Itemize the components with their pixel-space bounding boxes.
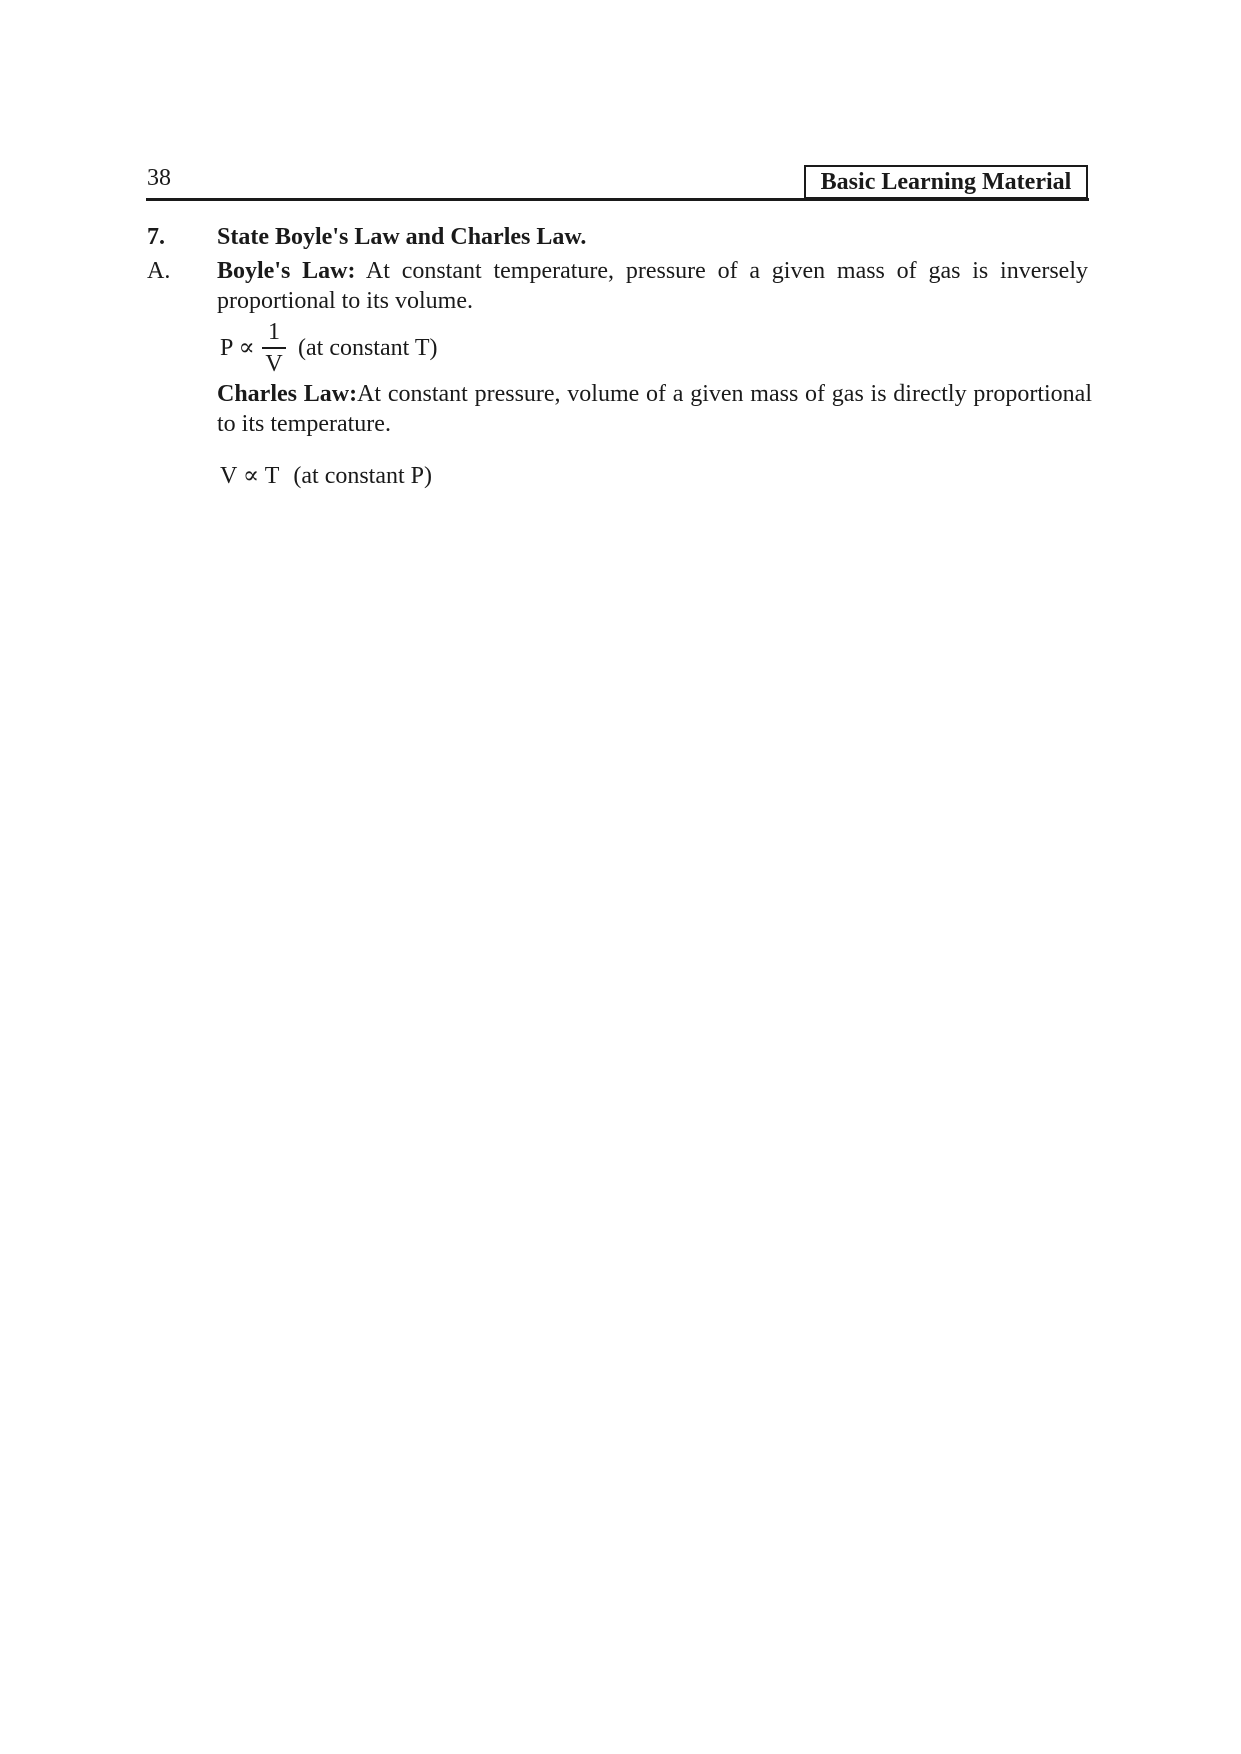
book-title-box: Basic Learning Material (804, 165, 1088, 199)
charles-law-paragraph (217, 379, 1092, 439)
header-rule (146, 198, 1089, 201)
charles-law-term: Charles Law: (217, 381, 358, 407)
question-text: State Boyle's Law and Charles Law. (217, 224, 587, 250)
boyle-formula-lhs: P ∝ (220, 335, 255, 361)
boyle-law-paragraph (217, 256, 1088, 316)
page-number: 38 (147, 165, 171, 191)
boyle-formula-condition: (at constant T) (298, 335, 438, 361)
boyle-formula-fraction (262, 318, 286, 378)
charles-law-text: At constant pressure, volume of a given mass of gas is directly proportional to its temperature. (217, 381, 1093, 437)
fraction-denominator: V (265, 351, 283, 377)
fraction-bar (262, 347, 286, 349)
answer-label: A. (147, 258, 171, 284)
boyle-law-term: Boyle's Law: (217, 258, 356, 284)
charles-formula (220, 462, 432, 490)
question-number: 7. (147, 224, 165, 250)
charles-formula-condition: (at constant P) (293, 463, 433, 489)
fraction-numerator: 1 (268, 319, 280, 345)
boyle-law-text: At constant temperature, pressure of a given mass of gas is inversely proportional to its volume. (217, 258, 1088, 314)
charles-formula-expression: V ∝ T (220, 463, 280, 489)
